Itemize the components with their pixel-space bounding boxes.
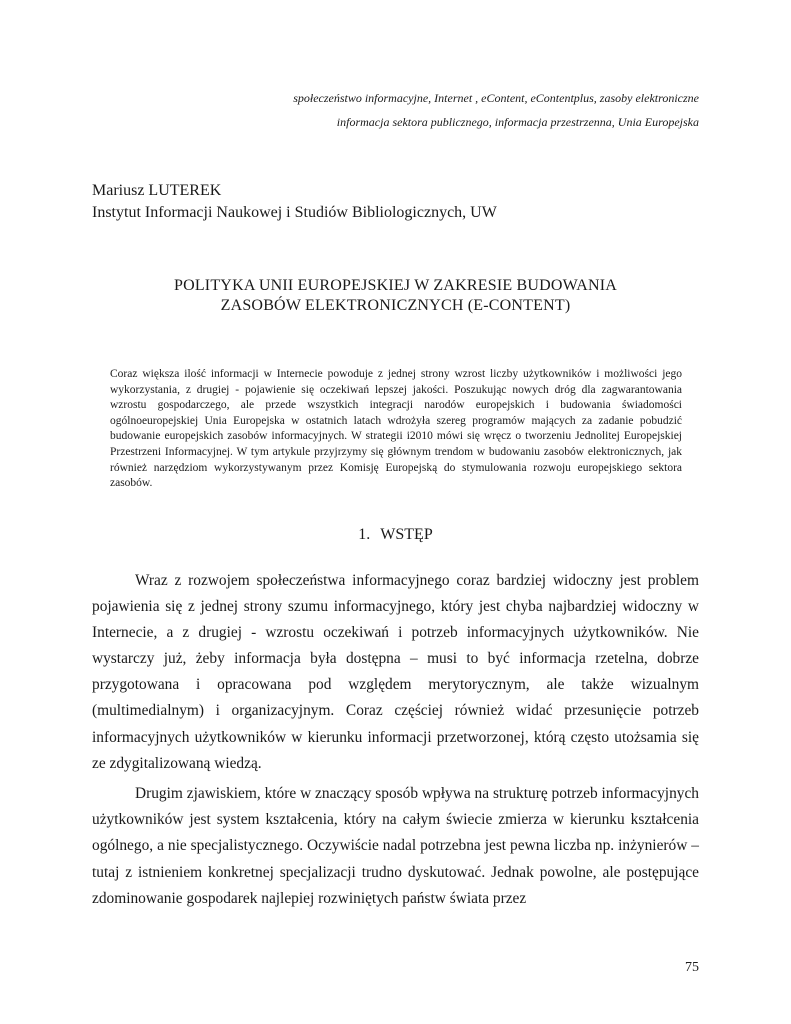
keywords-block: [99, 86, 699, 134]
title-line-2: ZASOBÓW ELEKTRONICZNYCH (E-CONTENT): [220, 297, 571, 314]
author-name: Mariusz LUTEREK: [92, 182, 222, 199]
section-number: 1.: [358, 526, 371, 543]
section-heading: [92, 525, 699, 545]
body-text: [92, 568, 699, 916]
keywords-line-2: informacja sektora publicznego, informacja przestrzenna, Unia Europejska: [336, 115, 699, 129]
keywords-line-1: społeczeństwo informacyjne, Internet , eContent, eContentplus, zasoby elektroniczne: [293, 91, 699, 105]
title-line-1: POLITYKA UNII EUROPEJSKIEJ W ZAKRESIE BUDOWANIA: [173, 277, 618, 294]
paragraph: Drugim zjawiskiem, które w znaczący sposób wpływa na strukturę potrzeb informacyjnych użytkowników jest system kształcenia, który na całym świecie zmierza w kierunku kształcenia ogólnego, a nie specjalistycznego. Oczywiście nadal potrzebna jest pewna liczba np. inżynierów – tutaj z istnieniem konkretnej specjalizacji trudno dyskutować. Jednak powolne, ale postępujące zdominowanie gospodarek najlepiej rozwiniętych państw świata przez: [92, 785, 699, 907]
author-block: [92, 180, 497, 224]
page-number: 75: [685, 960, 699, 975]
paragraph: Wraz z rozwojem społeczeństwa informacyjnego coraz bardziej widoczny jest problem pojawienia się z jednej strony szumu informacyjnego, który jest chyba najbardziej widoczny w Internecie, a z drugiej - wzrostu oczekiwań i potrzeb informacyjnych użytkowników. Nie wystarczy już, żeby informacja była dostępna – musi to być informacja rzetelna, dobrze przygotowana i opracowana pod względem merytorycznym, ale także wizualnym (multimedialnym) i organizacyjnym. Coraz częściej również widać przesunięcie potrzeb informacyjnych użytkowników w kierunku informacji przetworzonej, którą często utożsamia się ze zdygitalizowaną wiedzą.: [92, 572, 699, 772]
section-title: WSTĘP: [380, 526, 433, 543]
abstract: Coraz większa ilość informacji w Internecie powoduje z jednej strony wzrost liczby użytkowników i możliwości jego wykorzystania, z drugiej - pojawienie się oczekiwań lepszej jakości. Poszukując nowych dróg dla zagwarantowania wzrostu gospodarczego, ale przede wszystkich integracji narodów europejskich i budowania świadomości ogólnoeuropejskiej Unia Europejska w ostatnich latach wdrożyła szereg programów mających za zadanie pobudzić budowanie europejskich zasobów informacyjnych. W strategii i2010 mówi się wręcz o tworzeniu Jednolitej Europejskiej Przestrzeni Informacyjnej. W tym artykule przyjrzymy się głównym trendom w budowaniu zasobów elektronicznych, jak również narzędziom wykorzystywanym przez Komisję Europejską do stymulowania rozwoju europejskiego sektora zasobów.: [110, 368, 682, 490]
paper-title: [92, 276, 699, 316]
author-affiliation: Instytut Informacji Naukowej i Studiów Bibliologicznych, UW: [92, 204, 497, 221]
